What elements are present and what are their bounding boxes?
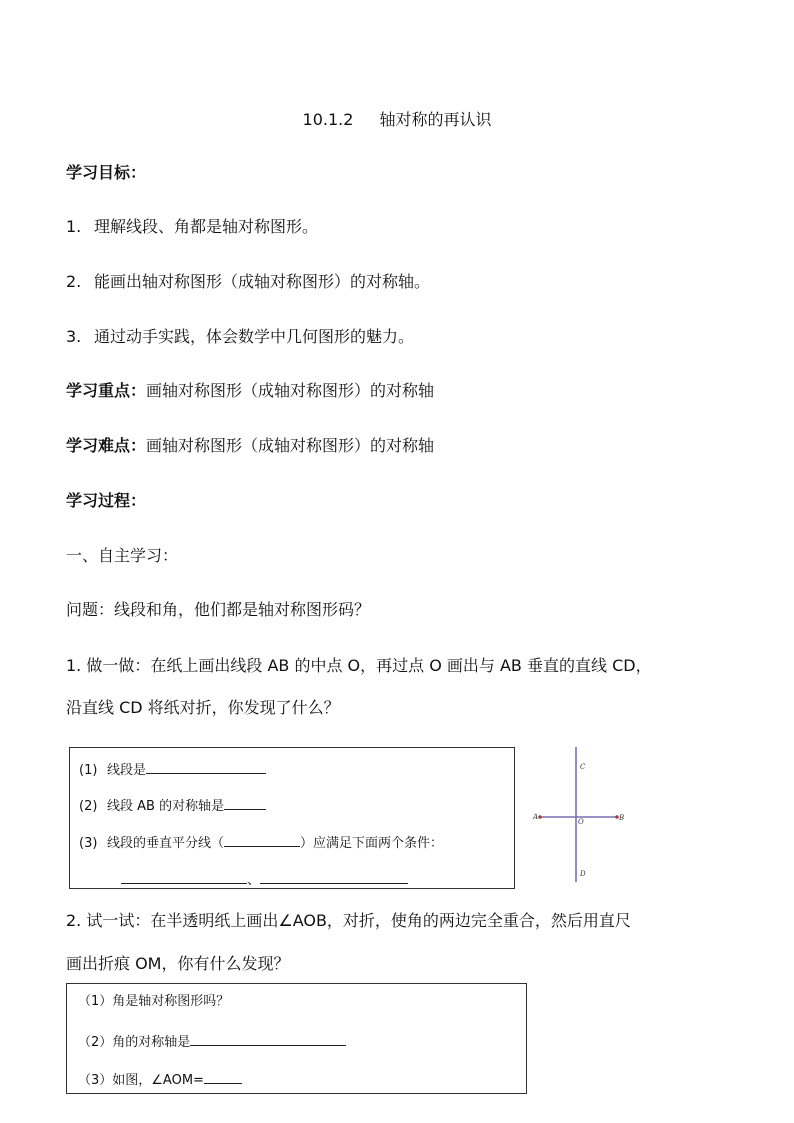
task2-box-row-1: （1）角是轴对称图形吗？ (78, 994, 230, 1009)
difficulty (66, 436, 434, 456)
objectives-heading: 学习目标： (66, 163, 147, 182)
difficulty-label: 学习难点： (66, 436, 147, 455)
task2-box-row-2 (78, 1031, 346, 1051)
difficulty-text: 画轴对称图形（成轴对称图形）的对称轴 (146, 436, 435, 455)
row-text: （3）如图，∠AOM= (78, 1073, 204, 1088)
row-text: 线段 AB 的对称轴是 (107, 799, 225, 814)
task1-line2: 沿直线 CD 将纸对折，你发现了什么？ (66, 698, 340, 717)
title-text: 轴对称的再认识 (379, 110, 492, 129)
row-text: （2）角的对称轴是 (78, 1035, 191, 1050)
answer-blank[interactable] (146, 759, 266, 774)
answer-blank[interactable] (121, 869, 247, 884)
task1-answer-box (69, 747, 515, 889)
objective-text: 通过动手实践，体会数学中几何图形的魅力。 (94, 327, 415, 346)
task2-line2: 画出折痕 OM，你有什么发现？ (66, 954, 290, 973)
task1-box-row-2 (79, 795, 266, 815)
row-number: (2) (79, 799, 98, 814)
key-point-label: 学习重点： (66, 381, 147, 400)
objective-item-2 (66, 272, 430, 292)
row-text-before: 线段的垂直平分线（ (107, 836, 225, 851)
objective-text: 理解线段、角都是轴对称图形。 (94, 217, 319, 236)
objective-text: 能画出轴对称图形（成轴对称图形）的对称轴。 (94, 272, 431, 291)
row-text-after: ）应满足下面两个条件： (300, 836, 444, 851)
page-title (0, 107, 794, 130)
label-c: C (580, 763, 586, 771)
objective-item-1 (66, 217, 318, 237)
section1-heading: 一、自主学习： (66, 546, 179, 565)
objective-item-3 (66, 327, 414, 347)
task1-box-row-3 (79, 832, 443, 852)
task2-line1: 2. 试一试：在半透明纸上画出∠AOB，对折，使角的两边完全重合，然后用直尺 (66, 911, 631, 930)
answer-blank[interactable] (260, 869, 408, 884)
separator: 、 (247, 873, 261, 888)
objective-number: 2. (66, 272, 82, 291)
label-o: O (578, 818, 584, 826)
title-number: 10.1.2 (302, 110, 354, 129)
key-point-text: 画轴对称图形（成轴对称图形）的对称轴 (146, 381, 435, 400)
process-heading: 学习过程： (66, 491, 147, 510)
label-d: D (580, 870, 586, 878)
label-a: A (533, 813, 539, 821)
row-number: (1) (79, 763, 98, 778)
key-point (66, 381, 434, 401)
task2-answer-box (66, 983, 527, 1094)
point-a (538, 815, 542, 819)
answer-blank[interactable] (224, 832, 300, 847)
objective-number: 1. (66, 217, 82, 236)
task2-box-row-3 (78, 1069, 242, 1089)
answer-blank[interactable] (224, 795, 266, 810)
answer-blank[interactable] (204, 1069, 242, 1084)
task1-box-row-1 (79, 759, 266, 779)
row-number: (3) (79, 836, 98, 851)
row-text: 线段是 (107, 763, 147, 778)
task1-box-row-4 (121, 869, 408, 889)
objective-number: 3. (66, 327, 82, 346)
perpendicular-bisector-figure (530, 742, 630, 892)
task1-line1: 1. 做一做：在纸上画出线段 AB 的中点 O，再过点 O 画出与 AB 垂直的直线 CD， (66, 656, 652, 675)
answer-blank[interactable] (190, 1031, 346, 1046)
label-b: B (619, 814, 625, 822)
question-text: 问题：线段和角，他们都是轴对称图形码？ (66, 600, 371, 619)
